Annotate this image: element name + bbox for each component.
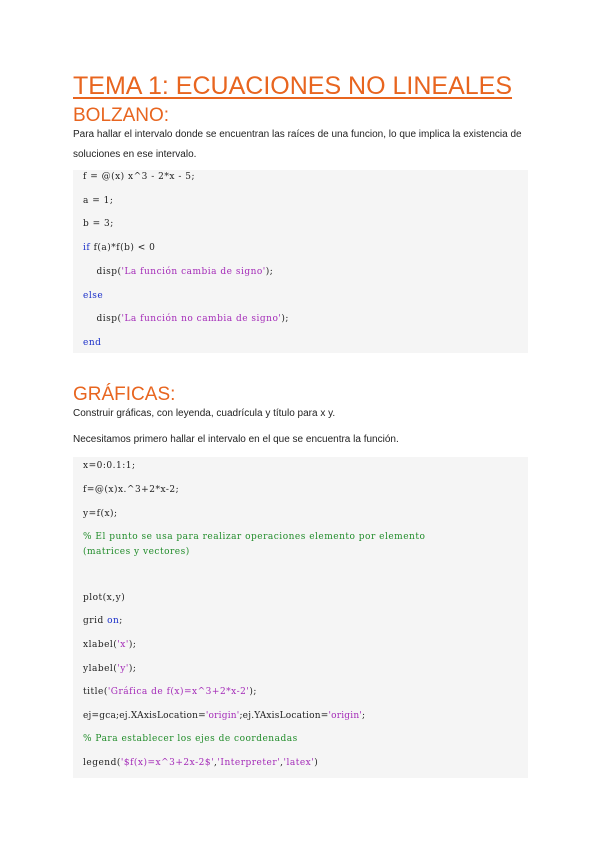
page-title: TEMA 1: ECUACIONES NO LINEALES [73,72,513,100]
code-line [83,265,273,279]
code-text: legend( [83,758,121,768]
code-line [83,709,365,723]
code-block-graficas [73,457,528,778]
code-line: plot(x,y) [83,593,126,603]
code-line: a = 1; [83,196,114,206]
code-keyword: end [83,338,102,348]
code-string: '$f(x)=x^3+2x-2$' [120,758,215,768]
code-text: disp( [83,267,122,277]
code-line [83,336,101,350]
code-line: f=@(x)x.^3+2*x-2; [83,485,180,495]
code-text: xlabel( [83,640,118,650]
code-text: , [280,758,284,768]
code-line [83,638,136,652]
code-text: ); [128,640,137,650]
bolzano-paragraph: Para hallar el intervalo donde se encuentran las raíces de una funcion, lo que implica la existencia de soluciones en ese intervalo. [73,129,522,160]
code-string: 'latex' [283,758,315,768]
section-heading-bolzano: BOLZANO: [73,105,170,126]
code-text: ) [314,758,319,768]
code-text: ); [265,267,274,277]
code-line [83,685,257,699]
code-text: ; [362,711,366,721]
code-text: ); [281,314,289,324]
code-text: ;ej.YAxisLocation= [239,711,329,721]
code-string: on [107,616,120,626]
code-text: ); [128,664,137,674]
code-text: ej=gca;ej.XAxisLocation= [83,711,206,721]
code-text: , [214,758,218,768]
code-line [83,241,155,255]
code-string: 'x' [117,640,129,650]
code-comment: % Para establecer los ejes de coordenadas [83,734,298,744]
code-line: x=0:0.1:1; [83,461,136,471]
code-string: 'La función cambia de signo' [121,267,266,277]
code-string: 'origin' [205,711,240,721]
code-line [83,312,289,326]
code-text: disp( [83,314,122,324]
code-comment: % El punto se usa para realizar operaciones elemento por elemento (matrices y vectores) [83,532,426,557]
code-text: f(a)*f(b) < 0 [90,243,156,253]
code-text: ylabel( [83,664,118,674]
code-string: 'y' [117,664,129,674]
graficas-paragraph-1: Construir gráficas, con leyenda, cuadrícula y título para x y. [73,408,336,419]
code-line: f = @(x) x^3 - 2*x - 5; [83,172,195,182]
code-string: 'Interpreter' [217,758,281,768]
code-line: y=f(x); [83,509,118,519]
code-line [83,614,123,628]
code-text: grid [83,616,108,626]
code-keyword: if [83,243,91,253]
code-string: 'Gráfica de f(x)=x^3+2*x-2' [107,687,250,697]
code-block-bolzano [73,170,528,353]
code-string: 'origin' [328,711,363,721]
code-line [83,756,318,770]
code-line [83,289,103,303]
code-keyword: else [83,291,104,301]
graficas-paragraph-2: Necesitamos primero hallar el intervalo en el que se encuentra la función. [73,434,399,445]
code-text: title( [83,687,108,697]
code-text: ; [119,616,123,626]
code-string: 'La función no cambia de signo' [121,314,282,324]
code-line [83,662,136,676]
code-text: ); [249,687,257,697]
section-heading-graficas: GRÁFICAS: [73,384,176,405]
code-line: b = 3; [83,219,114,229]
